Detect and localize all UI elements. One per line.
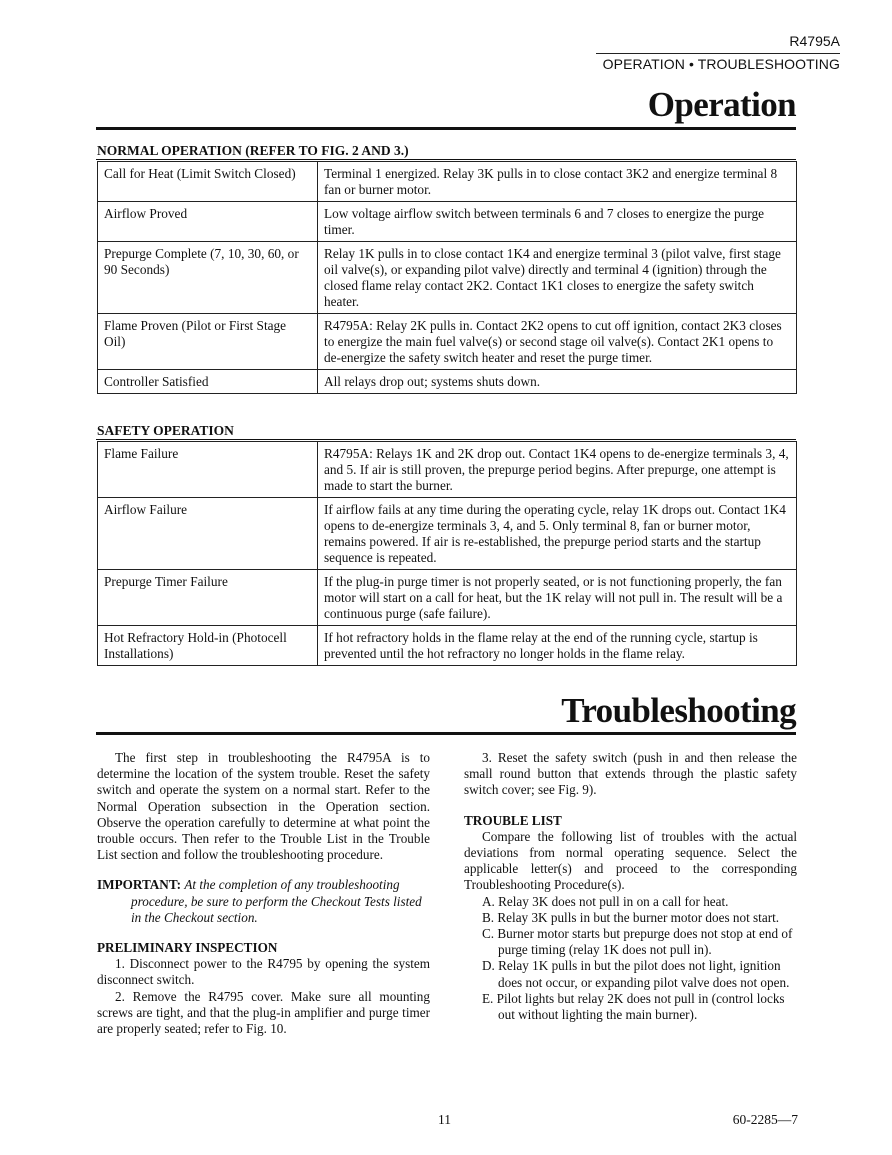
condition-cell: Flame Failure [98,442,318,498]
preliminary-inspection-heading: PRELIMINARY INSPECTION [97,940,278,956]
condition-cell: Controller Satisfied [98,370,318,394]
important-label: IMPORTANT: [97,877,182,893]
description-cell: Terminal 1 energized. Relay 3K pulls in to close contact 3K2 and energize terminal 8 fan or burner motor. [318,162,797,202]
condition-cell: Airflow Proved [98,202,318,242]
description-cell: R4795A: Relay 2K pulls in. Contact 2K2 opens to cut off ignition, contact 2K3 closes to energize the main fuel valve(s) or second stage oil valve(s). Contact 2K1 opens to de-energize the safety switch heater and reset the purge timer. [318,314,797,370]
safety-operation-heading: SAFETY OPERATION [97,423,234,438]
table-row [98,498,797,570]
table-row [98,442,797,498]
trouble-list-heading: TROUBLE LIST [464,812,562,828]
condition-cell: Flame Proven (Pilot or First Stage Oil) [98,314,318,370]
list-item: D. Relay 1K pulls in but the pilot does not light, ignition does not occur, or expanding pilot valve does not open. [482,958,790,990]
document-number: 60-2285—7 [732,1112,798,1127]
description-cell: Low voltage airflow switch between terminals 6 and 7 closes to energize the purge timer. [318,202,797,242]
normal-operation-rule [96,159,796,160]
table-row [98,162,797,202]
important-note [97,877,430,926]
table-row [98,202,797,242]
table-row [98,626,797,666]
operation-title: Operation [647,85,796,124]
list-item: C. Burner motor starts but prepurge does not stop at end of purge timing (relay 1K does not pull in). [482,926,793,958]
condition-cell: Hot Refractory Hold-in (Photocell Installations) [98,626,318,666]
left-column [97,750,430,1037]
header-rule [596,53,840,54]
description-cell: If airflow fails at any time during the operating cycle, relay 1K drops out. Contact 1K4 opens to de-energize terminals 3, 4, and 5. Only terminal 8, fan or burner motor, remains powered. If air is re-established, the prepurge period starts and the startup sequence is repeated. [318,498,797,570]
normal-operation-table [97,161,797,394]
description-cell: R4795A: Relays 1K and 2K drop out. Contact 1K4 opens to de-energize terminals 3, 4, and 5. If air is still proven, the prepurge period begins. After prepurge, one attempt is made to start the burner. [318,442,797,498]
preliminary-step: 3. Reset the safety switch (push in and then release the small round button that extends through the plastic safety switch cover; see Fig. 9). [464,750,797,798]
preliminary-step: 2. Remove the R4795 cover. Make sure all mounting screws are tight, and that the plug-in amplifier and purge timer are properly seated; refer to Fig. 10. [97,988,430,1037]
page-number: 11 [438,1112,451,1127]
important-text: At the completion of any troubleshooting procedure, be sure to perform the Checkout Tests listed in the Checkout section. [131,877,422,925]
preliminary-step: 1. Disconnect power to the R4795 by opening the system disconnect switch. [97,956,430,988]
list-item: B. Relay 3K pulls in but the burner motor does not start. [482,909,780,925]
safety-operation-table [97,441,797,666]
list-item: A. Relay 3K does not pull in on a call for heat. [482,893,729,909]
operation-title-rule [96,127,796,130]
description-cell: Relay 1K pulls in to close contact 1K4 and energize terminal 3 (pilot valve, first stage oil valve(s), or expanding pilot valve) directly and terminal 4 (ignition) through the closed flame relay contact 2K2. Contact 1K1 closes to energize the safety switch heater. [318,242,797,314]
table-row [98,570,797,626]
troubleshooting-title-rule [96,732,796,735]
intro-paragraph: The first step in troubleshooting the R4795A is to determine the location of the system trouble. Reset the safety switch and operate the system on a normal start. Refer to the Normal Operation subsection in the Operation section. Observe the operation carefully to determine at what point the trouble occurs. Then refer to the Trouble List in the Trouble List section and follow the troubleshooting procedure. [97,750,430,863]
list-item: E. Pilot lights but relay 2K does not pull in (control locks out without lighting the main burner). [482,990,785,1023]
document-model: R4795A [789,33,840,49]
condition-cell: Prepurge Timer Failure [98,570,318,626]
trouble-list-intro: Compare the following list of troubles with the actual deviations from normal operating sequence. Select the applicable letter(s) and proceed to the corresponding Troubleshooting Procedure(s). [464,828,797,893]
table-row [98,370,797,394]
right-column [464,750,797,1023]
trouble-list [464,894,797,1024]
description-cell: All relays drop out; systems shuts down. [318,370,797,394]
table-row [98,242,797,314]
safety-operation-rule [96,439,796,440]
condition-cell: Call for Heat (Limit Switch Closed) [98,162,318,202]
description-cell: If the plug-in purge timer is not properly seated, or is not functioning properly, the fan motor will start on a call for heat, but the 1K relay will not pull in. The result will be a continuous purge (safe failure). [318,570,797,626]
description-cell: If hot refractory holds in the flame relay at the end of the running cycle, startup is prevented until the hot refractory no longer holds in the flame relay. [318,626,797,666]
table-row [98,314,797,370]
normal-operation-heading: NORMAL OPERATION (REFER TO FIG. 2 AND 3.) [97,143,409,158]
document-subtitle: OPERATION • TROUBLESHOOTING [602,56,840,72]
troubleshooting-title: Troubleshooting [561,691,796,730]
condition-cell: Airflow Failure [98,498,318,570]
condition-cell: Prepurge Complete (7, 10, 30, 60, or 90 Seconds) [98,242,318,314]
